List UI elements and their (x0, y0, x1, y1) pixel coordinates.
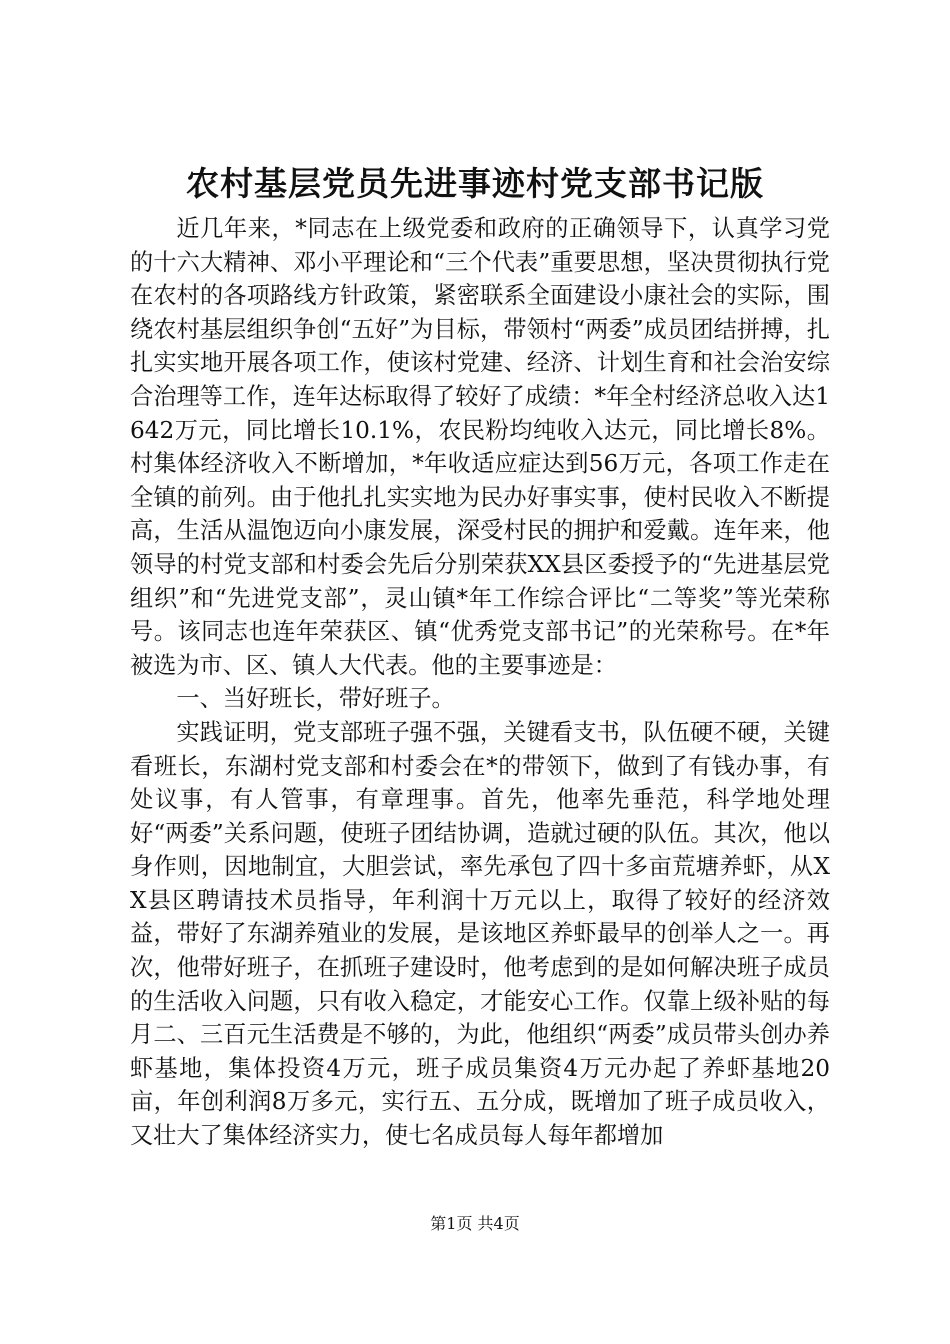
page-footer: 第1页 共4页 (430, 1214, 520, 1233)
document-body (130, 212, 830, 1153)
paragraph-section-1: 实践证明，党支部班子强不强，关键看支书，队伍硬不硬，关键看班长，东湖村党支部和村委会在*的带领下，做到了有钱办事，有处议事，有人管事，有章理事。首先，他率先垂范，科学地处理好“两委”关系问题，使班子团结协调，造就过硬的队伍。其次，他以身作则，因地制宜，大胆尝试，率先承包了四十多亩荒塘养虾，从XX县区聘请技术员指导，年利润十万元以上，取得了较好的经济效益，带好了东湖养殖业的发展，是该地区养虾最早的创举人之一。再次，他带好班子，在抓班子建设时，他考虑到的是如何解决班子成员的生活收入问题，只有收入稳定，才能安心工作。仅靠上级补贴的每月二、三百元生活费是不够的，为此，他组织“两委”成员带头创办养虾基地，集体投资4万元，班子成员集资4万元办起了养虾基地20亩，年创利润8万多元，实行五、五分成，既增加了班子成员收入，又壮大了集体经济实力，使七名成员每人每年都增加 (130, 718, 830, 1150)
section-heading: 一、当好班长，带好班子。 (176, 685, 455, 713)
document-title: 农村基层党员先进事迹村党支部书记版 (186, 164, 764, 203)
paragraph-intro: 近几年来，*同志在上级党委和政府的正确领导下，认真学习党的十六大精神、邓小平理论和“三个代表”重要思想，坚决贯彻执行党在农村的各项路线方针政策，紧密联系全面建设小康社会的实际，围绕农村基层组织争创“五好”为目标，带领村“两委”成员团结拼搏，扎扎实实地开展各项工作，使该村党建、经济、计划生育和社会治安综合治理等工作，连年达标取得了较好了成绩：*年全村经济总收入达1642万元，同比增长10.1%，农民粉均纯收入达元，同比增长8%。村集体经济收入不断增加，*年收适应症达到56万元，各项工作走在全镇的前列。由于他扎扎实实地为民办好事实事，使村民收入不断提高，生活从温饱迈向小康发展，深受村民的拥护和爱戴。连年来，他领导的村党支部和村委会先后分别荣获XX县区委授予的“先进基层党组织”和“先进党支部”，灵山镇*年工作综合评比“二等奖”等光荣称号。该同志也连年荣获区、镇“优秀党支部书记”的光荣称号。在*年被选为市、区、镇人大代表。他的主要事迹是： (130, 215, 830, 679)
